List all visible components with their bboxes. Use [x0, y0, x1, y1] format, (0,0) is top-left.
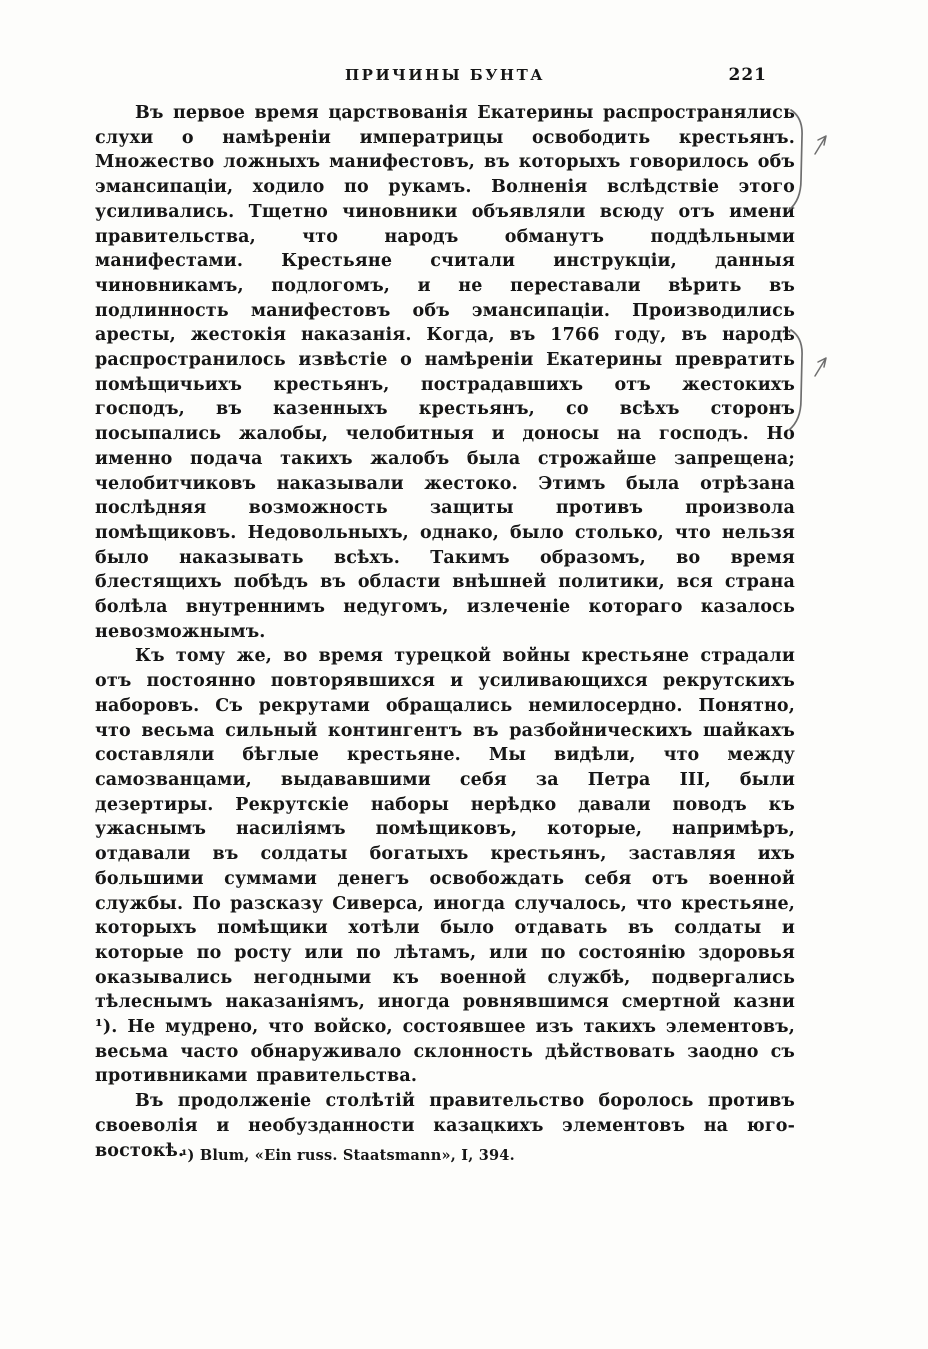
pencil-bracket-icon	[788, 328, 840, 434]
pencil-arrow-icon	[815, 358, 826, 376]
footnote: ¹) Blum, «Ein russ. Staatsmann», I, 394.	[181, 1147, 515, 1164]
pencil-bracket-icon	[788, 108, 840, 214]
page-header	[95, 66, 795, 90]
pencil-arrow-icon	[815, 136, 826, 154]
margin-bracket-mark-icon	[788, 328, 840, 434]
paragraph-1: Въ первое время царствованія Екатерины распространялись слухи о намѣреніи императрицы освободить крестьянъ. Множество ложныхъ манифестовъ, въ которыхъ говорилось объ эмансипаціи, ходило по рукамъ. Волненія вслѣдствіе этого усиливались. Тщетно чиновники объявляли всюду отъ имени правительства, что народъ обманутъ поддѣльными манифестами. Крестьяне считали инструкціи, данныя чиновникамъ, подлогомъ, и не переставали вѣрить въ подлинность манифестовъ объ эмансипаціи. Производились аресты, жестокія наказанія. Когда, въ 1766 году, въ народѣ распространилось извѣстіе о намѣреніи Екатерины превратить помѣщичьихъ крестьянъ, пострадавшихъ отъ жестокихъ господъ, въ казенныхъ крестьянъ, со всѣхъ сторонъ посыпались жалобы, челобитныя и доносы на господъ. Но именно подача такихъ жалобъ была строжайше запрещена; челобитчиковъ наказывали жестоко. Этимъ была отрѣзана послѣдняя возможность защиты противъ произвола помѣщиковъ. Недовольныхъ, однако, было столько, что нельзя было наказывать всѣхъ. Такимъ образомъ, во время блестящихъ побѣдъ въ области внѣшней политики, вся страна болѣла внутреннимъ недугомъ, излеченіе котораго казалось невозможнымъ.	[95, 103, 795, 642]
running-title: ПРИЧИНЫ БУНТА	[345, 66, 545, 84]
paragraph-2: Къ тому же, во время турецкой войны крестьяне страдали отъ постоянно повторявшихся и усиливающихся рекрутскихъ наборовъ. Съ рекрутами обращались немилосердно. Понятно, что весьма сильный контингентъ въ разбойническихъ шайкахъ составляли бѣглые крестьяне. Мы видѣли, что между самозванцами, выдававшими себя за Петра III, были дезертиры. Рекрутскіе наборы нерѣдко давали поводъ къ ужаснымъ насиліямъ помѣщиковъ, которые, напримѣръ, отдавали въ солдаты богатыхъ крестьянъ, заставляя ихъ большими суммами денегъ освобождать себя отъ военной службы. По разсказу Сиверса, иногда случалось, что крестьяне, которыхъ помѣщики хотѣли было отдавать въ солдаты и которые по росту или по лѣтамъ, или по состоянію здоровья оказывались негодными къ военной службѣ, подвергались тѣлеснымъ наказаніямъ, иногда ровнявшимся смертной казни ¹). Не мудрено, что войско, состоявшее изъ такихъ элементовъ, весьма часто обнаруживало склонность дѣйствовать заодно съ противниками правительства.	[95, 646, 795, 1087]
body-text	[95, 101, 795, 1163]
page-number: 221	[728, 65, 767, 85]
margin-bracket-mark-icon	[788, 108, 840, 214]
paragraph-3: Въ продолженіе столѣтій правительство боролось противъ своеволія и необузданности казацкихъ элементовъ на юго-востокѣ.	[95, 1091, 795, 1161]
